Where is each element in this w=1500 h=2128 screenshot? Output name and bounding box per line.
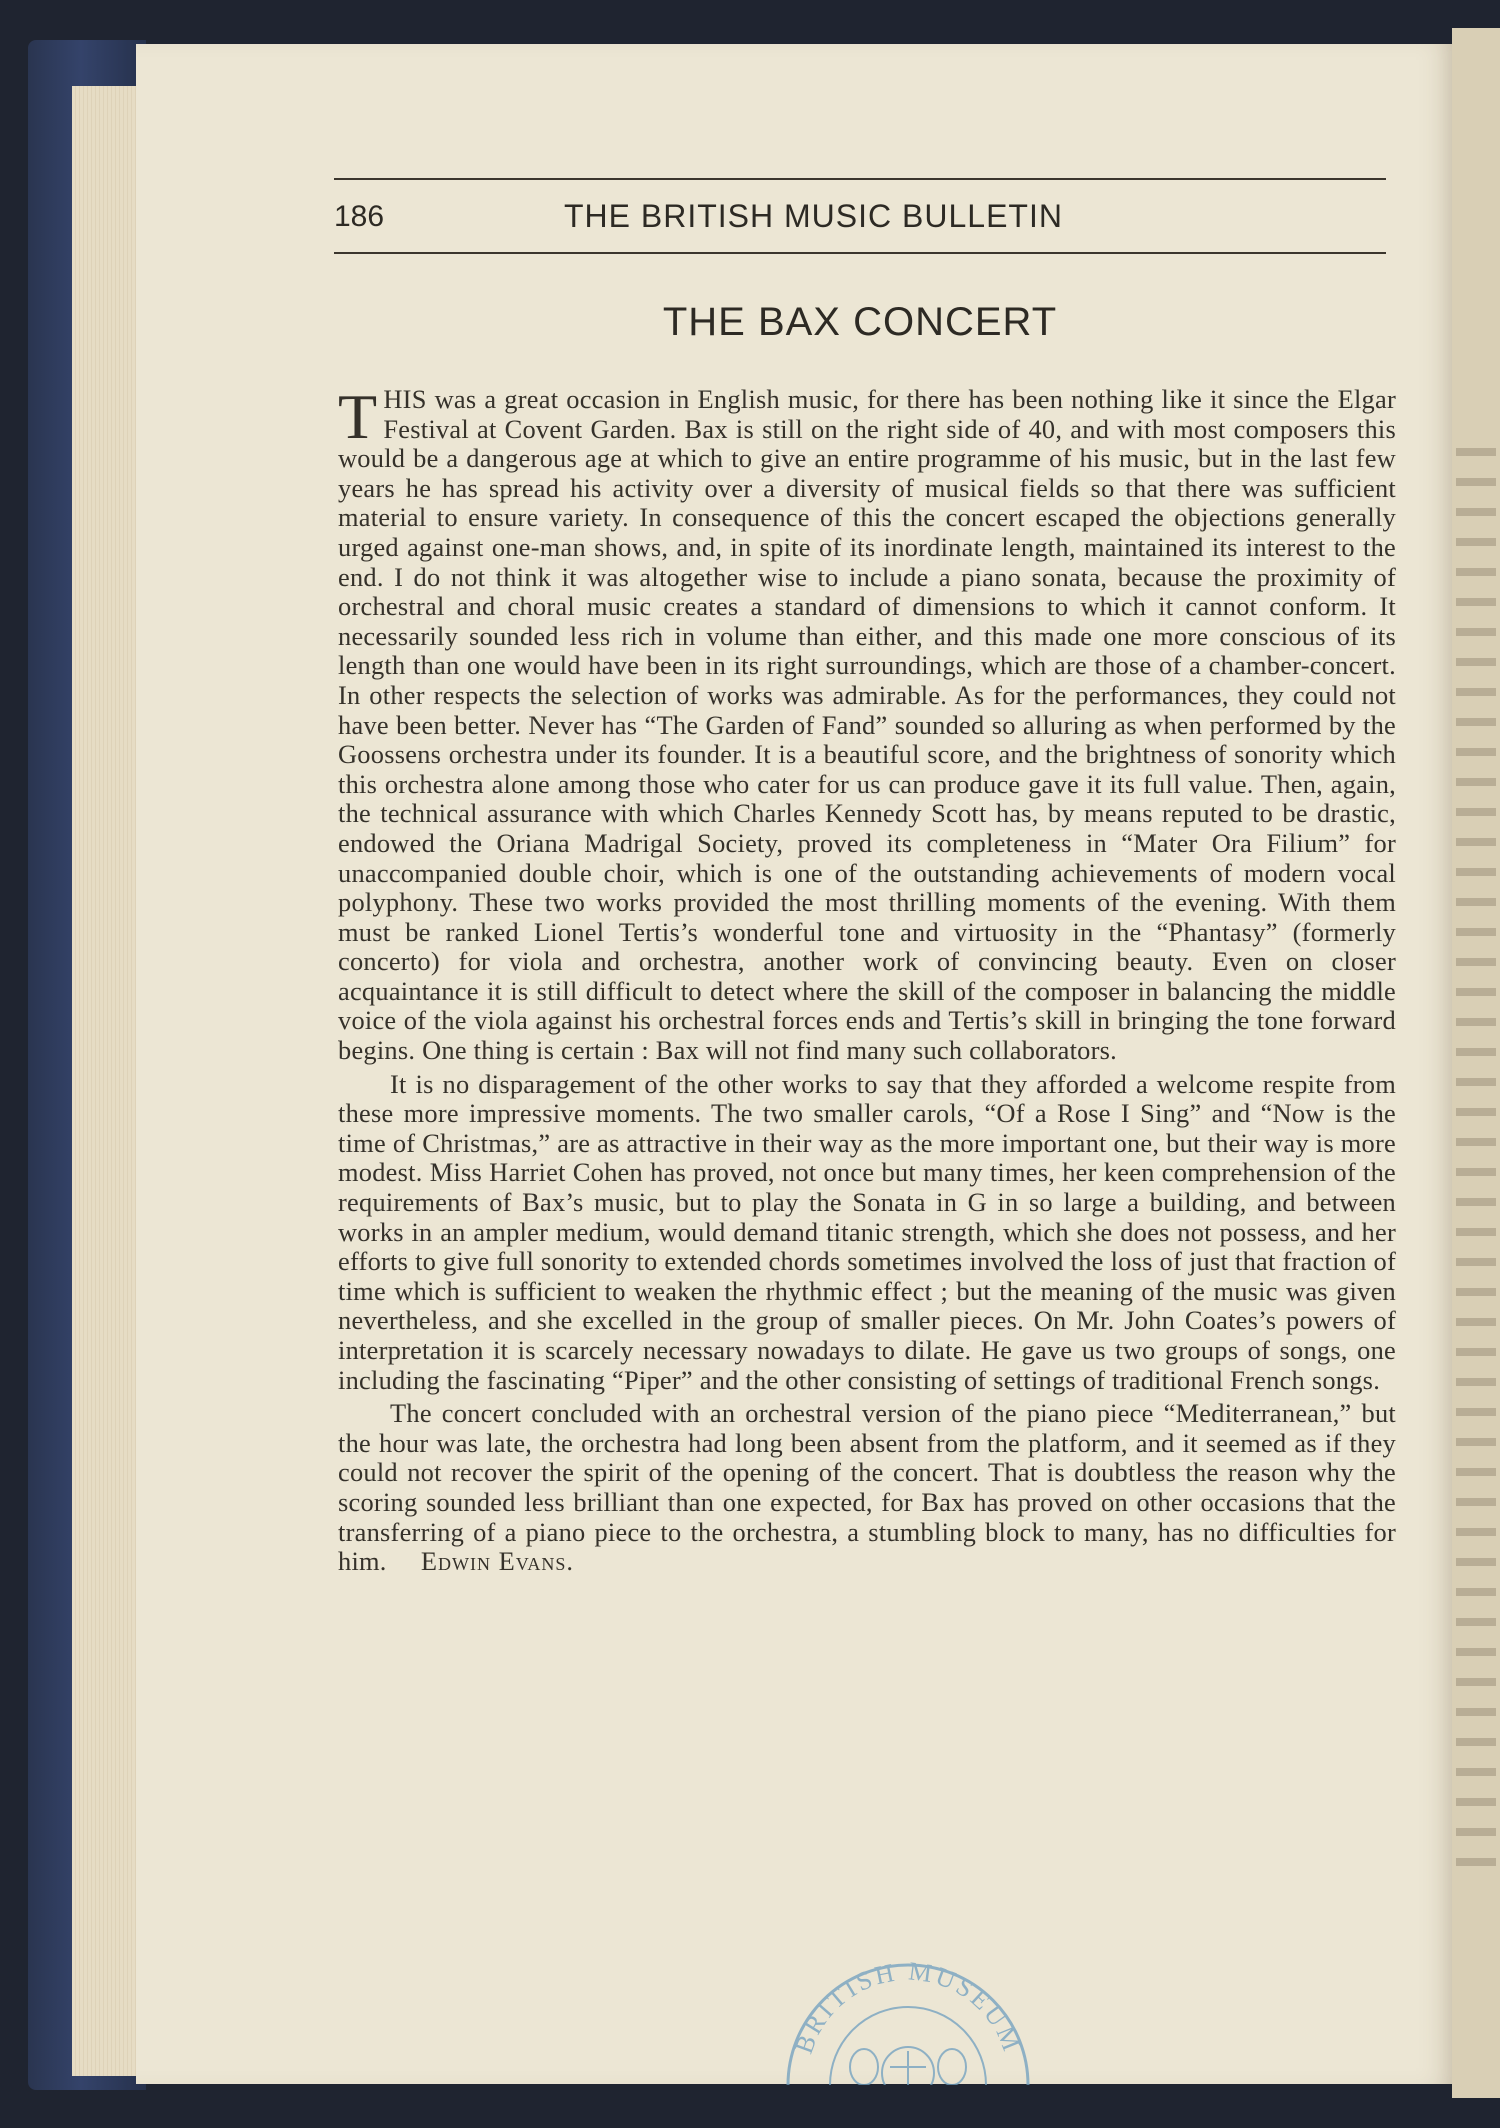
paragraph-3 [338,1399,1396,1577]
page-number: 186 [334,200,385,233]
paragraph-1 [338,381,1396,1066]
running-header [334,178,1386,254]
page-edges [72,86,142,2076]
museum-stamp [778,1955,1038,2085]
paragraph-1-text: HIS was a great occasion in English music, for there has been nothing like it since the Elgar Festival at Covent Garden. Bax is still on the right side of 40, and with most composers this would be a dangerous age at which to give an entire programme of his music, but in the last few years he has spread his activity over a diversity of musical fields so that there was sufficient material to ensure variety. In consequence of this the concert escaped the objections generally urged against one-man shows, and, in spite of its inordinate length, maintained its interest to the end. I do not think it was altogether wise to include a piano sonata, because the proximity of orchestral and choral music creates a standard of dimensions to which it cannot conform. It necessarily sounded less rich in volume than either, and this made one more conscious of its length than one would have been in its right surroundings, which are those of a chamber-concert. In other respects the selection of works was admirable. As for the performances, they could not have been better. Never has “The Garden of Fand” sounded so alluring as when performed by the Goossens orchestra under its founder. It is a beautiful score, and the brightness of sonority which this orchestra alone among those who cater for us can produce gave it its full value. Then, again, the technical assurance with which Charles Kennedy Scott has, by means reputed to be drastic, endowed the Oriana Madrigal Society, proved its completeness in “Mater Ora Filium” for unaccompanied double choir, which is one of the outstanding achievements of modern vocal polyphony. These two works provided the most thrilling moments of the evening. With them must be ranked Lionel Tertis’s wonderful tone and virtuosity in the “Phantasy” (formerly concerto) for viola and orchestra, another work of convincing beauty. Even on closer acquaintance it is still difficult to detect where the skill of the composer in balancing the middle voice of the viola against his orchestral forces ends and Tertis’s skill in bringing the tone forward begins. One thing is certain : Bax will not find many such collaborators. [338,384,1396,1066]
running-title: THE BRITISH MUSIC BULLETIN [564,198,1063,234]
author-signature: Edwin Evans. [420,1546,575,1577]
paragraph-2: It is no disparagement of the other works to say that they afforded a welcome respite from these more impressive moments. The two smaller carols, “Of a Rose I Sing” and “Now is the time of Christmas,” are as attractive in their way as the more important one, but their way is more modest. Miss Harriet Cohen has proved, not once but many times, her keen comprehension of the requirements of Bax’s music, but to play the Sonata in G in so large a building, and between works in an ampler medium, would demand titanic strength, which she does not possess, and her efforts to give full sonority to extended chords sometimes involved the loss of just that fraction of time which is sufficient to weaken the rhythmic effect ; but the meaning of the music was given nevertheless, and she excelled in the group of smaller pieces. On Mr. John Coates’s powers of interpretation it is scarcely necessary nowadays to dilate. He gave us two groups of songs, one including the fascinating “Piper” and the other consisting of settings of traditional French songs. [338,1068,1396,1395]
paragraph-3-text: The concert concluded with an orchestral version of the piano piece “Mediterranean,” but the hour was late, the orchestra had long been absent from the platform, and it seemed as if they could not recover the spirit of the opening of the concert. That is doubtless the reason why the scoring sounded less brilliant than one expected, for Bax has proved on other occasions that the transferring of a piano piece to the orchestra, a stumbling block to many, has no difficulties for him. [338,1398,1396,1577]
article-body [338,381,1396,1581]
adjacent-page-edge [1452,28,1500,2098]
drop-cap: T [338,381,378,452]
article-title: THE BAX CONCERT [662,300,1058,344]
stamp-text: BRITISH MUSEUM [788,1956,1028,2058]
